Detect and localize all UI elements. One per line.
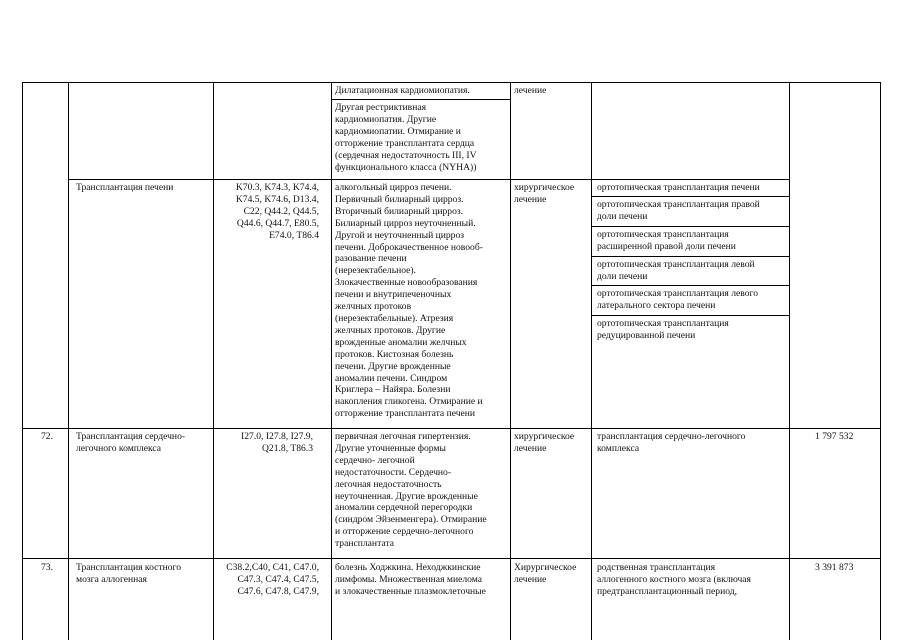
text-line: легочного комплекса xyxy=(76,442,162,454)
row-border xyxy=(22,82,881,83)
text-line: Другие уточненные формы xyxy=(335,442,446,454)
text-line: первичная легочная гипертензия. xyxy=(335,431,471,442)
text-line: ортотопическая трансплантация левой xyxy=(597,259,755,270)
text-line: доли печени xyxy=(597,270,648,282)
text-line: отторжение трансплантата печени xyxy=(335,408,476,420)
text-line: 72. xyxy=(41,431,53,442)
text-line: расширенной правой доли печени xyxy=(597,240,736,252)
treatment-type-cell xyxy=(514,431,574,455)
text-line: C47.3, C47.4, C47.5, xyxy=(237,573,319,585)
treatment-method-cell xyxy=(597,288,758,312)
cost-cell xyxy=(815,431,853,443)
row-border xyxy=(68,179,789,180)
text-line: отторжение трансплантата сердца xyxy=(335,137,475,149)
text-line: накопления гликогена. Отмирание и xyxy=(335,396,483,408)
text-line: Билиарный цирроз неуточненный. xyxy=(335,217,476,229)
row-border xyxy=(591,226,789,227)
text-line: болезнь Ходжкина. Неходжкинские xyxy=(335,562,481,573)
text-line: доли печени xyxy=(597,210,648,222)
text-line: Другой и неуточненный цирроз xyxy=(335,229,465,241)
row-number-cell xyxy=(41,431,53,443)
text-line: Q44.6, Q44.7, E80.5, xyxy=(236,217,319,229)
row-border xyxy=(591,196,789,197)
text-line: Дилатационная кардиомиопатия. xyxy=(335,85,470,96)
icd-codes-cell xyxy=(216,562,319,598)
text-line: неуточненная. Другие врожденные xyxy=(335,490,478,502)
text-line: ортотопическая трансплантация левого xyxy=(597,288,759,299)
text-line: предтрансплантационный период, xyxy=(597,585,738,597)
diagnosis-cell xyxy=(335,431,487,550)
text-line: редуцированной печени xyxy=(597,329,696,341)
text-line: функционального класса (NYHA)) xyxy=(335,161,477,173)
treatment-method-cell xyxy=(597,318,729,342)
icd-codes-cell xyxy=(216,182,319,242)
text-line: K70.3, K74.3, K74.4, xyxy=(235,182,319,193)
text-line: и злокачественные плазмоклеточные xyxy=(335,585,486,597)
diagnosis-cell xyxy=(335,562,486,598)
procedure-name-cell xyxy=(76,431,185,455)
text-line: мозга аллогенная xyxy=(76,573,147,585)
text-line: родственная трансплантация xyxy=(597,562,716,573)
text-line: латерального сектора печени xyxy=(597,299,716,311)
text-line: C22, Q44.2, Q44.5, xyxy=(243,205,319,217)
text-line: Злокачественные новообразования xyxy=(335,277,478,289)
treatment-type-cell xyxy=(514,182,574,206)
text-line: Трансплантация костного xyxy=(76,562,181,573)
text-line: печени. Другие врожденные xyxy=(335,360,451,372)
text-line: Другая рестриктивная xyxy=(335,102,427,113)
treatment-type-cell xyxy=(514,562,576,586)
text-line: Вторичный билиарный цирроз. xyxy=(335,205,464,217)
treatment-method-cell xyxy=(597,199,760,223)
text-line: лечение xyxy=(514,193,547,205)
treatment-method-cell xyxy=(597,182,760,194)
procedure-name-cell xyxy=(76,182,173,194)
column-border xyxy=(331,82,332,640)
row-border xyxy=(22,558,881,559)
text-line: недостаточности. Сердечно- xyxy=(335,466,452,478)
column-border xyxy=(591,82,592,640)
text-line: ортотопическая трансплантация печени xyxy=(597,182,760,193)
row-border xyxy=(22,428,881,429)
column-border xyxy=(213,82,214,640)
text-line: C38.2,C40, C41, C47.0, xyxy=(226,562,319,573)
diagnosis-cell xyxy=(335,85,470,97)
text-line: лечение xyxy=(514,573,547,585)
row-number-cell xyxy=(41,562,53,574)
treatment-method-cell xyxy=(597,431,745,455)
text-line: Криглера – Найяра. Болезни xyxy=(335,384,451,396)
text-line: ортотопическая трансплантация правой xyxy=(597,199,760,210)
column-border xyxy=(789,82,790,640)
text-line: аномалии печени. Синдром xyxy=(335,372,448,384)
column-border xyxy=(22,82,23,640)
text-line: аномалии сердечной перегородки xyxy=(335,502,473,514)
text-line: Трансплантация сердечно- xyxy=(76,431,186,442)
text-line: и отторжение сердечно-легочного xyxy=(335,526,474,538)
text-line: (нерезектабельное). xyxy=(335,265,416,277)
column-border xyxy=(510,82,511,640)
text-line: ортотопическая трансплантация xyxy=(597,318,729,329)
row-border xyxy=(591,315,789,316)
text-line: 3 391 873 xyxy=(815,562,854,573)
text-line: кардиомиопатия. Другие xyxy=(335,113,437,125)
text-line: разование печени xyxy=(335,253,407,265)
text-line: хирургическое xyxy=(514,431,575,442)
text-line: печени и внутрипеченочных xyxy=(335,289,452,301)
treatment-type-cell xyxy=(514,85,546,97)
text-line: врожденные аномалии желчных xyxy=(335,336,467,348)
text-line: желчных протоков. Другие xyxy=(335,324,446,336)
text-line: 1 797 532 xyxy=(815,431,854,442)
procedure-name-cell xyxy=(76,562,181,586)
cost-cell xyxy=(815,562,853,574)
row-border xyxy=(591,285,789,286)
treatment-method-cell xyxy=(597,562,751,598)
text-line: хирургическое xyxy=(514,182,575,193)
treatment-method-cell xyxy=(597,229,736,253)
text-line: Первичный билиарный цирроз. xyxy=(335,193,464,205)
treatment-method-cell xyxy=(597,259,755,283)
text-line: трансплантата xyxy=(335,538,394,550)
text-line: E74.0, T86.4 xyxy=(269,229,319,241)
text-line: (нерезектабельные). Атрезия xyxy=(335,312,454,324)
text-line: протоков. Кистозная болезнь xyxy=(335,348,454,360)
text-line: сердечно- легочной xyxy=(335,454,415,466)
text-line: (синдром Эйзенменгера). Отмирание xyxy=(335,514,487,526)
row-border xyxy=(591,256,789,257)
diagnosis-cell xyxy=(335,182,483,420)
column-border xyxy=(68,82,69,640)
text-line: аллогенного костного мозга (включая xyxy=(597,573,751,585)
text-line: ортотопическая трансплантация xyxy=(597,229,729,240)
text-line: Хирургическое xyxy=(514,562,577,573)
text-line: (сердечная недостаточность III, IV xyxy=(335,149,477,161)
text-line: кардиомиопатии. Отмирание и xyxy=(335,125,461,137)
text-line: лимфомы. Множественная миелома xyxy=(335,573,483,585)
text-line: лечение xyxy=(514,442,547,454)
text-line: I27.0, I27.8, I27.9, xyxy=(241,431,313,442)
text-line: комплекса xyxy=(597,442,640,454)
text-line: K74.5, K74.6, D13.4, xyxy=(235,193,319,205)
text-line: лечение xyxy=(514,85,547,96)
text-line: Трансплантация печени xyxy=(76,182,174,193)
row-border xyxy=(331,99,510,100)
text-line: 73. xyxy=(41,562,53,573)
text-line: желчных протоков xyxy=(335,301,412,313)
diagnosis-cell xyxy=(335,102,477,173)
text-line: трансплантация сердечно-легочного xyxy=(597,431,746,442)
text-line: C47.6, C47.8, C47.9, xyxy=(237,585,319,597)
icd-codes-cell xyxy=(216,431,313,455)
column-border xyxy=(880,82,881,640)
text-line: алкогольный цирроз печени. xyxy=(335,182,452,193)
text-line: печени. Доброкачественное новооб- xyxy=(335,241,483,253)
text-line: Q21.8, T86.3 xyxy=(262,442,313,454)
text-line: легочная недостаточность xyxy=(335,478,442,490)
